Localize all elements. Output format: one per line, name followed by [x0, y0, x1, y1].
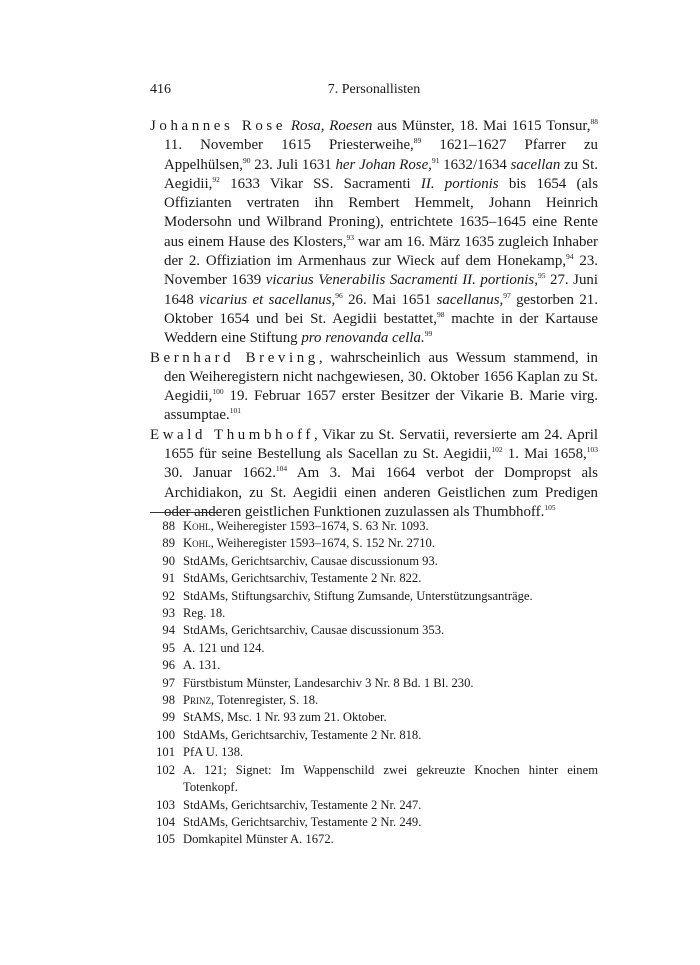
footnote-number: 88: [162, 519, 175, 533]
entry-name: Ewald Thumbhoff: [150, 426, 314, 443]
footnote-number: 99: [162, 710, 175, 725]
footnote-ref: 105: [544, 502, 556, 512]
text-run: 26. Mai 1651: [342, 291, 437, 308]
footnote: [150, 535, 598, 552]
entry-text: [164, 118, 598, 346]
text-run: A. 121 und 124.: [183, 640, 265, 655]
author-name: Kohl: [183, 519, 211, 533]
text-run: aus Münster, 18. Mai 1615 Tonsur,: [372, 118, 591, 134]
footnote-number: 103: [156, 797, 175, 812]
text-run: 11. November 1615 Priesterweihe,: [164, 137, 414, 154]
footnote: [150, 727, 598, 744]
text-run: , Weiheregister 1593–1674, S. 63 Nr. 1093.: [210, 519, 429, 533]
footnote: [150, 762, 598, 797]
text-run: war am 16. März 1635 zugleich Inhaber der 2. Offiziation im Armenhaus zur Wieck auf dem Honekamp,: [164, 233, 598, 270]
text-run: zu St. Aegidii,: [164, 156, 598, 192]
footnote: [150, 570, 598, 587]
footnote-text: [183, 744, 598, 761]
text-run: StdAMs, Gerichtsarchiv, Testamente 2 Nr. 249.: [183, 814, 422, 829]
entry-name: Johannes Rose: [150, 118, 287, 134]
text-run: 1. Mai 1658,: [502, 446, 587, 463]
entry-bernhard-breving: [150, 349, 598, 426]
entry-ewald-thumbhoff: [150, 426, 598, 522]
text-run: StdAMs, Gerichtsarchiv, Causae discussionum 353.: [183, 623, 445, 638]
italic-text: her Johan Rose,: [335, 156, 432, 173]
text-run: A. 121; Signet: Im Wappenschild zwei gekreuzte Knochen hinter einem Totenkopf.: [183, 762, 598, 795]
footnote-text: [183, 814, 598, 831]
footnote-ref: 100: [212, 387, 224, 397]
footnote-text: [183, 553, 598, 570]
footnote-text: [183, 657, 598, 674]
footnote: [150, 622, 598, 639]
footnote-text: [183, 588, 598, 605]
footnote-ref: 89: [413, 136, 422, 146]
italic-text: vicarius et sacellanus,: [199, 291, 336, 308]
italic-text: vicarius Venerabilis Sacramenti II. portionis,: [265, 272, 538, 289]
text-run: 1632/1634: [439, 156, 511, 173]
footnote-number: 89: [162, 536, 175, 551]
text-run: Reg. 18.: [183, 606, 226, 621]
text-run: 30. Januar 1662.: [164, 465, 276, 482]
footnote-text: [183, 675, 598, 692]
footnote-number: 104: [156, 814, 175, 829]
footnotes: [150, 518, 598, 849]
footnote-text: [183, 622, 598, 639]
footnote: [150, 709, 598, 726]
italic-text: II. portionis: [420, 175, 499, 192]
footnote-number: 91: [162, 571, 175, 586]
footnote-text: [183, 831, 598, 848]
footnote-number: 98: [162, 693, 175, 708]
main-text: [150, 117, 598, 522]
footnote-separator: [150, 512, 222, 513]
footnote-text: [183, 692, 598, 709]
footnote-number: 101: [156, 745, 175, 760]
italic-text: sacellanus,: [436, 291, 504, 308]
text-run: , wahrscheinlich aus Wessum stammend, in den Weiheregistern nicht nachgewiesen, 30. Oktober 1656 Kaplan zu St. Aegidii,: [164, 349, 598, 405]
text-run: StdAMs, Gerichtsarchiv, Causae discussionum 93.: [183, 553, 438, 568]
footnote-text: [183, 762, 598, 797]
footnote-ref: 99: [424, 329, 433, 339]
italic-text: Rosa, Roesen: [290, 118, 373, 134]
footnote-text: [183, 640, 598, 657]
text-run: Am 3. Mai 1664 verbot der Dompropst als Archidiakon, zu St. Aegidii einen anderen Geistlichen zum Predigen oder anderen geistlichen Funktionen zuzulassen als Thumbhoff.: [164, 465, 598, 520]
text-run: StdAMs, Stiftungsarchiv, Stiftung Zumsande, Unterstützungsanträge.: [183, 588, 533, 603]
entry-name: Bernhard Breving: [150, 349, 319, 366]
text-run: 23. November 1639: [164, 253, 598, 289]
footnote-number: 100: [156, 727, 175, 742]
footnote-number: 92: [162, 588, 175, 603]
text-run: StdAMs, Gerichtsarchiv, Testamente 2 Nr. 818.: [183, 727, 422, 742]
footnote-text: [183, 797, 598, 814]
footnote-number: 102: [156, 762, 175, 777]
running-title: 7. Personallisten: [327, 82, 421, 97]
footnote: [150, 518, 598, 535]
footnote: [150, 675, 598, 692]
text-run: , Vikar zu St. Servatii, reversierte am 24. April 1655 für seine Bestellung als Sacellan zu St. Aegidii,: [164, 426, 598, 463]
footnote-number: 97: [162, 675, 175, 690]
footnote: [150, 588, 598, 605]
footnote: [150, 797, 598, 814]
text-run: StAMS, Msc. 1 Nr. 93 zum 21. Oktober.: [183, 710, 387, 725]
footnote-text: [183, 727, 598, 744]
footnote-number: 96: [162, 658, 175, 673]
footnote: [150, 831, 598, 848]
text-run: Fürstbistum Münster, Landesarchiv 3 Nr. 8 Bd. 1 Bl. 230.: [183, 675, 474, 690]
footnote: [150, 814, 598, 831]
page-header: [150, 82, 598, 102]
text-run: PfA U. 138.: [183, 745, 244, 760]
text-run: 19. Februar 1657 erster Besitzer der Vikarie B. Marie virg. assumptae.: [164, 388, 598, 424]
footnote-number: 94: [162, 623, 175, 638]
footnote-ref: 94: [566, 252, 574, 262]
footnote-ref: 92: [212, 174, 220, 184]
footnote-ref: 104: [275, 464, 288, 474]
text-run: machte in der Kartause Weddern eine Stiftung: [164, 310, 598, 347]
footnote-ref: 101: [229, 406, 242, 416]
footnote-ref: 93: [346, 232, 355, 242]
text-run: A. 131.: [183, 658, 221, 673]
footnote-ref: 98: [436, 309, 445, 319]
footnote-ref: 91: [431, 155, 440, 165]
footnote-text: [183, 570, 598, 587]
text-run: , Weiheregister 1593–1674, S. 152 Nr. 2710.: [210, 536, 435, 551]
footnote-ref: 88: [590, 117, 598, 126]
italic-text: pro renovanda cella.: [301, 330, 425, 347]
footnote-ref: 102: [491, 445, 503, 455]
text-run: Domkapitel Münster A. 1672.: [183, 832, 334, 847]
footnote-text: [183, 535, 598, 552]
footnote-number: 93: [162, 606, 175, 621]
footnote-ref: 103: [586, 445, 599, 455]
text-run: 27. Juni 1648: [164, 272, 598, 308]
text-run: 1633 Vikar SS. Sacramenti: [219, 175, 421, 192]
text-run: , Totenregister, S. 18.: [211, 693, 319, 708]
footnote: [150, 640, 598, 657]
footnote-ref: 97: [503, 290, 511, 300]
footnote-ref: 90: [243, 155, 251, 165]
footnote: [150, 605, 598, 622]
text-run: bis 1654 (als Offizianten vertraten ihn Rembert Hemmelt, Johann Heinrich Modersohn und Wilbrand Proning), entrichtete 1635–1645 eine Rente aus einem Hause des Klosters,: [164, 175, 598, 250]
footnote-number: 90: [162, 553, 175, 568]
author-name: Prinz: [183, 693, 212, 708]
footnote: [150, 657, 598, 674]
footnote-number: 105: [156, 832, 175, 847]
footnote: [150, 744, 598, 761]
text-run: StdAMs, Gerichtsarchiv, Testamente 2 Nr. 822.: [183, 571, 422, 586]
text-run: StdAMs, Gerichtsarchiv, Testamente 2 Nr. 247.: [183, 797, 422, 812]
footnote: [150, 692, 598, 709]
footnote-text: [183, 518, 598, 535]
footnote-text: [183, 605, 598, 622]
text-run: 23. Juli 1631: [250, 156, 336, 173]
footnote-number: 95: [162, 640, 175, 655]
page-number: 416: [150, 82, 171, 97]
footnote: [150, 553, 598, 570]
footnote-ref: 95: [537, 271, 546, 281]
italic-text: sacellan: [510, 156, 561, 173]
entry-johannes-rose: [150, 117, 598, 349]
footnote-ref: 96: [335, 290, 343, 300]
author-name: Kohl: [183, 536, 211, 551]
text-run: 1621–1627 Pfarrer zu Appelhülsen,: [164, 137, 598, 173]
footnote-text: [183, 709, 598, 726]
text-run: gestorben 21. Oktober 1654 und bei St. Aegidii bestattet,: [164, 291, 598, 327]
